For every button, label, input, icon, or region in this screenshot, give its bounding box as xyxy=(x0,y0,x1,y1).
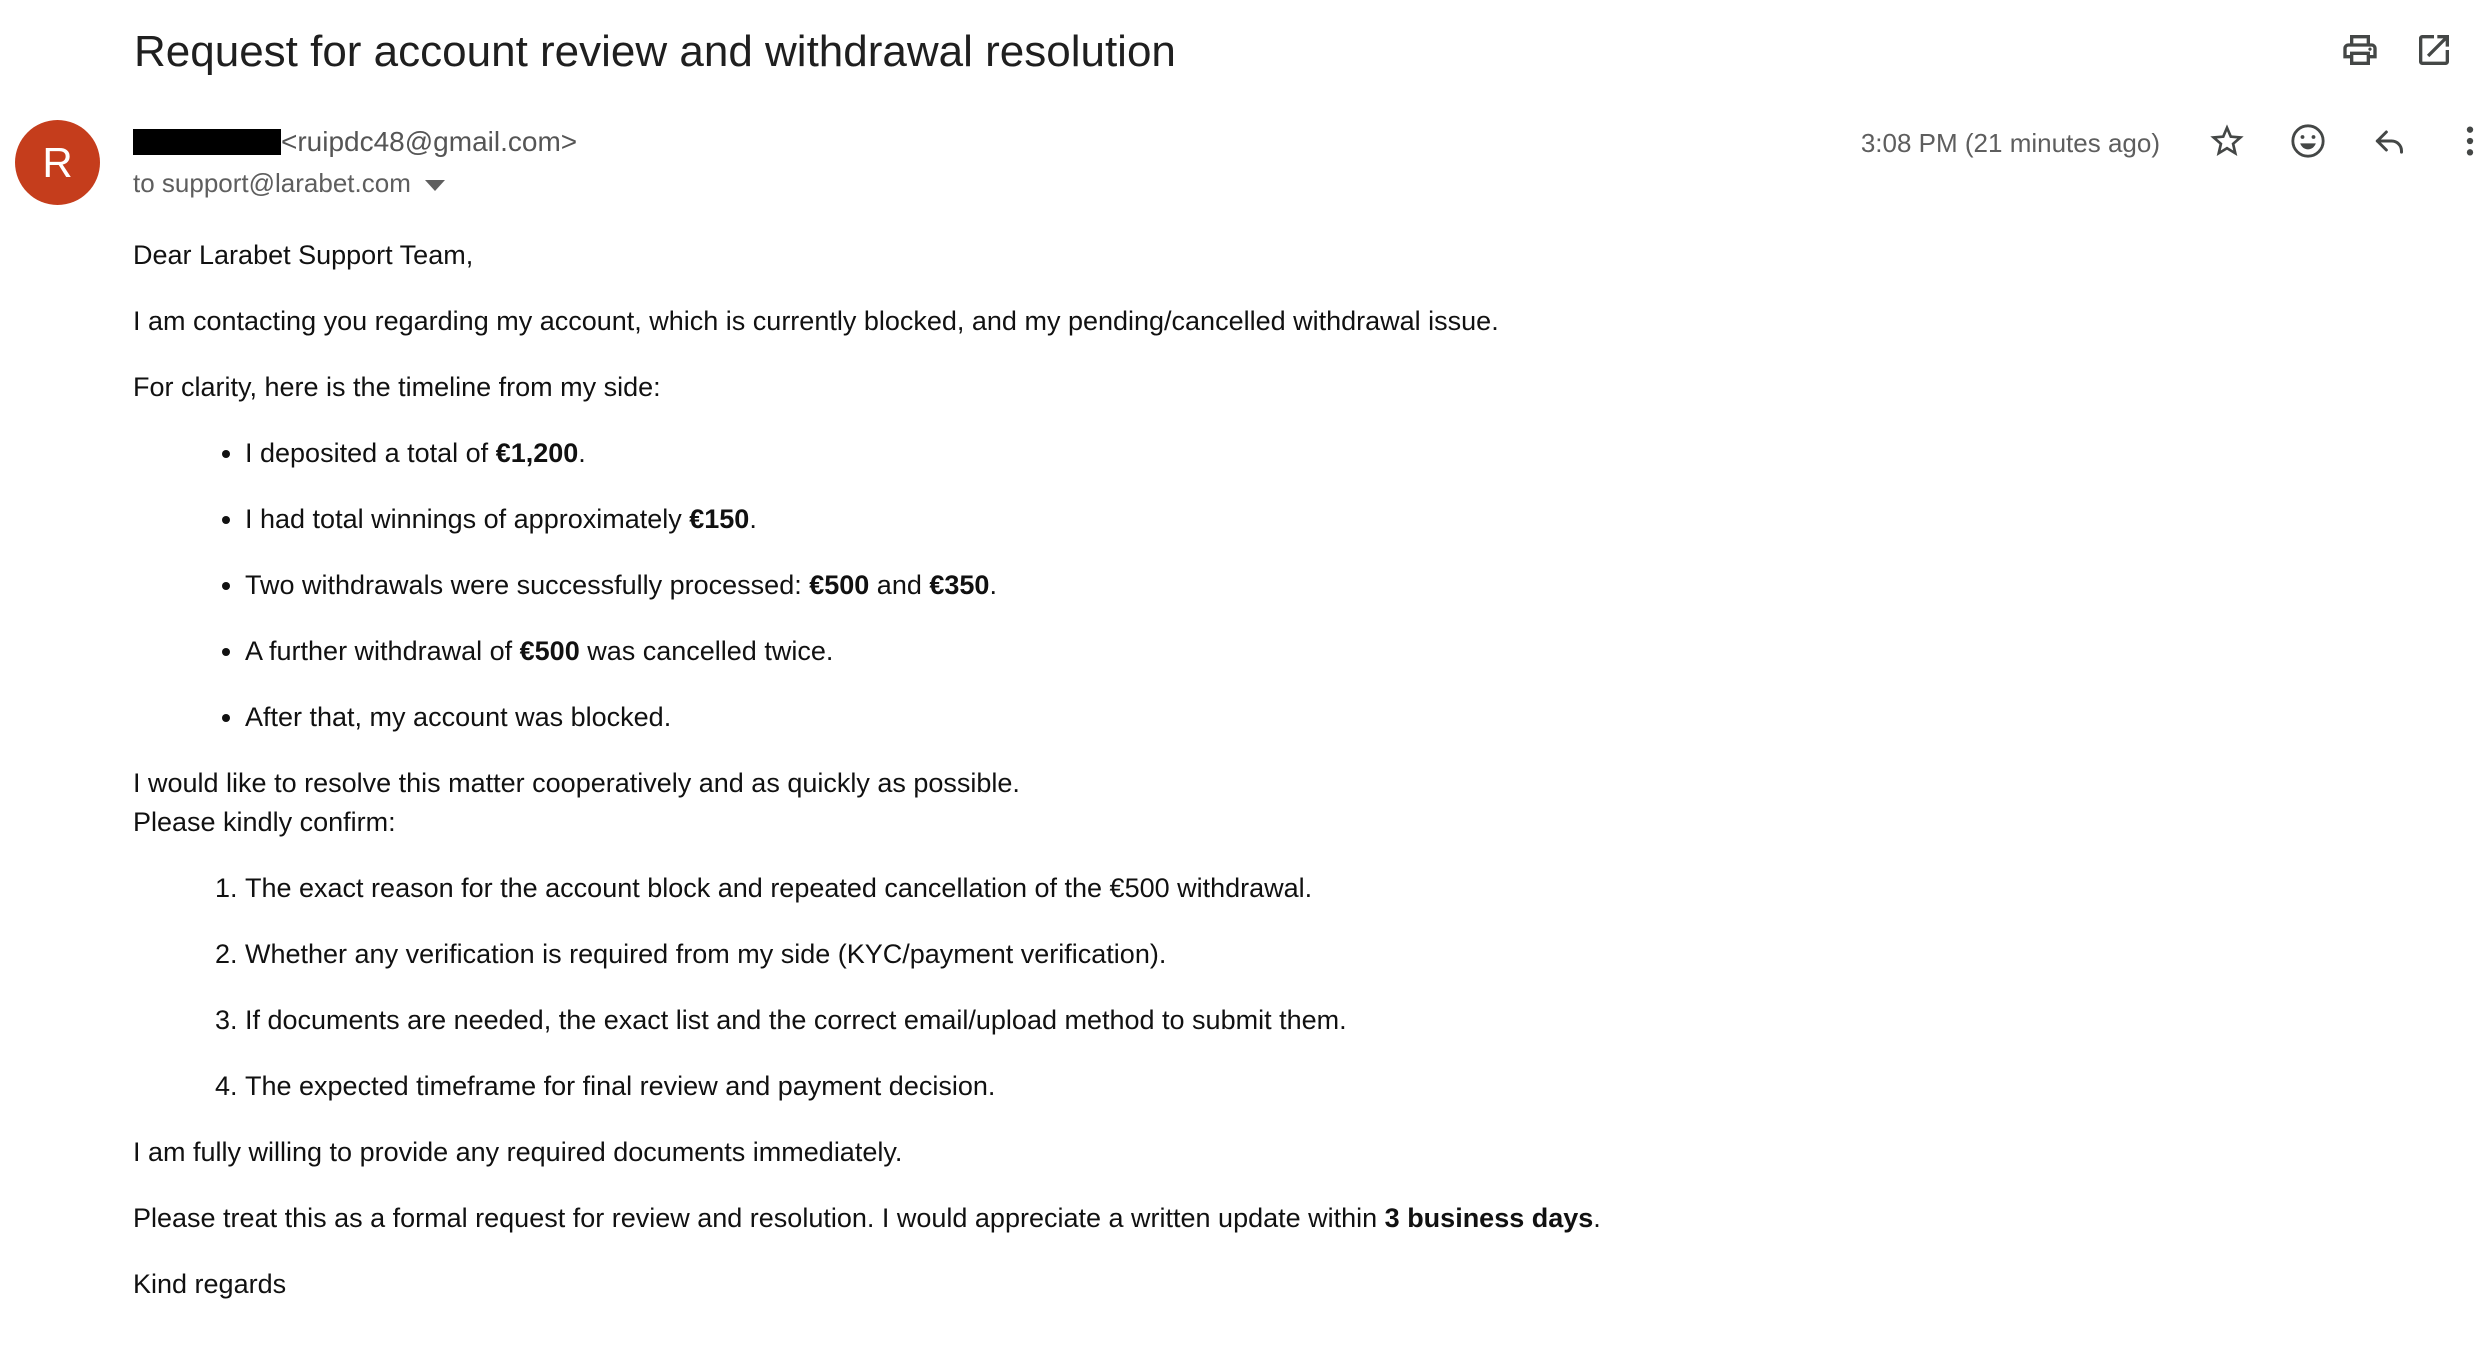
avatar-letter: R xyxy=(42,138,73,186)
star-icon xyxy=(2207,121,2247,166)
sender-identity[interactable] xyxy=(133,125,577,159)
list-item: 3. If documents are needed, the exact list and the correct email/upload method to submit them. xyxy=(245,1001,1933,1040)
list-item: • I deposited a total of €1,200. xyxy=(245,434,1933,473)
list-item: • Two withdrawals were successfully processed: €500 and €350. xyxy=(245,566,1933,605)
message-timestamp: 3:08 PM (21 minutes ago) xyxy=(1860,127,2160,158)
paragraph: Please treat this as a formal request for review and resolution. I would appreciate a written update within 3 business days. xyxy=(133,1203,1601,1233)
paragraph: For clarity, here is the timeline from my side: xyxy=(133,372,661,402)
paragraph: Dear Larabet Support Team, xyxy=(133,240,474,270)
recipient-row xyxy=(133,168,445,199)
star-button[interactable] xyxy=(2207,123,2247,163)
open-in-new-icon xyxy=(2414,30,2454,75)
list-item: 2. Whether any verification is required from my side (KYC/payment verification). xyxy=(245,935,1933,974)
paragraph: I am fully willing to provide any required documents immediately. xyxy=(133,1137,903,1167)
open-in-new-window-button[interactable] xyxy=(2414,32,2454,72)
email-body xyxy=(133,236,1933,1331)
list-item: 1. The exact reason for the account block and repeated cancellation of the €500 withdrawal. xyxy=(245,869,1933,908)
email-subject: Request for account review and withdrawal resolution xyxy=(134,27,1176,76)
sender-name-redacted xyxy=(133,129,281,155)
reply-button[interactable] xyxy=(2369,123,2409,163)
subject-actions xyxy=(2340,32,2454,72)
print-icon xyxy=(2340,30,2380,75)
recipient-text: to support@larabet.com xyxy=(133,168,411,198)
paragraph: I would like to resolve this matter cooperatively and as quickly as possible. Please kindly confirm: xyxy=(133,768,1020,837)
print-button[interactable] xyxy=(2340,32,2380,72)
sender-email: <ruipdc48@gmail.com> xyxy=(281,126,578,157)
numbered-list xyxy=(133,869,1933,1106)
paragraph: Kind regards xyxy=(133,1269,287,1299)
list-item: • I had total winnings of approximately €150. xyxy=(245,500,1933,539)
reply-icon xyxy=(2369,121,2409,166)
list-item: • A further withdrawal of €500 was cancelled twice. xyxy=(245,632,1933,671)
add-reaction-icon xyxy=(2288,121,2328,166)
bullet-list xyxy=(133,434,1933,737)
paragraph: I am contacting you regarding my account, which is currently blocked, and my pending/cancelled withdrawal issue. xyxy=(133,306,1499,336)
message-actions xyxy=(1861,120,2490,166)
list-item: • After that, my account was blocked. xyxy=(245,698,1933,737)
more-vert-icon xyxy=(2450,121,2490,166)
add-reaction-button[interactable] xyxy=(2288,123,2328,163)
more-options-button[interactable] xyxy=(2450,123,2490,163)
list-item: 4. The expected timeframe for final review and payment decision. xyxy=(245,1067,1933,1106)
show-details-icon[interactable] xyxy=(425,180,445,191)
sender-avatar[interactable] xyxy=(15,120,100,205)
